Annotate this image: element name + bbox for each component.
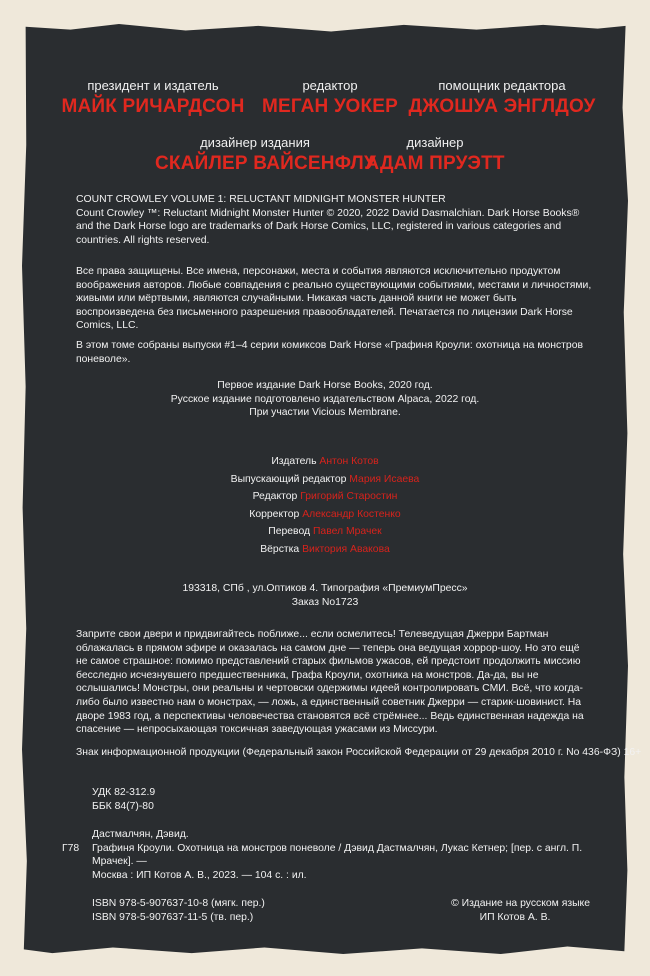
printing-address: 193318, СПб , ул.Оптиков 4. Типография «ПремиумПресс» bbox=[182, 583, 468, 594]
copyright-block bbox=[76, 193, 592, 247]
rights-holder bbox=[420, 897, 590, 924]
age-rating-notice: Знак информационной продукции (Федеральный закон Российской Федерации от 29 декабря 2010 г. No 436-ФЗ) 16+ bbox=[76, 747, 642, 758]
credit-name: АДАМ ПРУЭТТ bbox=[365, 153, 505, 174]
author-name: Дастмалчян, Дэвид. bbox=[92, 829, 189, 840]
credit-role: дизайнер издания bbox=[200, 135, 310, 150]
isbn-line: ISBN 978-5-907637-11-5 (тв. пер.) bbox=[92, 911, 254, 923]
edition-info bbox=[90, 379, 560, 420]
copyright-title: COUNT CROWLEY VOLUME 1: RELUCTANT MIDNIGHT MONSTER HUNTER bbox=[76, 194, 446, 205]
staff-name: Мария Исаева bbox=[349, 473, 420, 485]
staff-item bbox=[90, 543, 560, 561]
credit-role: редактор bbox=[302, 78, 358, 93]
isbn-line: ISBN 978-5-907637-10-8 (мягк. пер.) bbox=[92, 898, 265, 909]
credit-name: СКАЙЛЕР ВАЙСЕНФЛУ bbox=[155, 153, 376, 174]
bbk-code: ББК 84(7)-80 bbox=[92, 801, 154, 812]
rights-notice: Все права защищены. Все имена, персонажи, места и события являются исключительно продуктом воображения авторов. Любые совпадения с реально существующими событиями, местами и личностями, живыми или мёртвыми, являются случайными. Никакая часть данной книги не может быть воспроизведена без письменного разрешения правообладателей. Печатается по лицензии Dark Horse Comics, LLC. bbox=[76, 266, 592, 332]
staff-name: Павел Мрачек bbox=[312, 526, 382, 538]
edition-line: При участии Vicious Membrane. bbox=[249, 407, 401, 419]
rights-holder-line: © Издание на русском языке bbox=[451, 898, 590, 909]
staff-name: Антон Котов bbox=[319, 456, 379, 467]
printing-info bbox=[90, 582, 560, 609]
staff-role: Корректор bbox=[249, 508, 300, 520]
bib-line: Москва : ИП Котов А. В., 2023. — 104 с. : ил. bbox=[92, 869, 307, 881]
staff-item bbox=[90, 525, 560, 543]
credit-name: МАЙК РИЧАРДСОН bbox=[61, 96, 245, 117]
isbn-list bbox=[92, 897, 352, 924]
author-code: Г78 bbox=[62, 843, 80, 854]
staff-role: Перевод bbox=[268, 526, 311, 538]
copyright-text: Count Crowley ™: Reluctant Midnight Monster Hunter © 2020, 2022 David Dasmalchian. Dark Horse Books® and the Dark Horse logo are trademarks of Dark Horse Comics, LLC, registered in various categories and countries. All rights reserved. bbox=[76, 207, 580, 246]
printing-order: Заказ No1723 bbox=[291, 596, 359, 608]
bibliographic-entry bbox=[92, 828, 592, 882]
staff-name: Григорий Старостин bbox=[300, 491, 398, 503]
udk-code: УДК 82-312.9 bbox=[92, 787, 156, 798]
staff-role: Издатель bbox=[271, 456, 317, 467]
staff-item bbox=[90, 490, 560, 508]
staff-item bbox=[90, 508, 560, 526]
credit-name: ДЖОШУА ЭНГЛДОУ bbox=[408, 96, 596, 117]
rights-holder-line: ИП Котов А. В. bbox=[479, 911, 551, 923]
staff-item bbox=[90, 455, 560, 473]
bib-line: Графиня Кроули. Охотница на монстров поневоле / Дэвид Дастмалчян, Лукас Кетнер; [пер. с англ. П. Мрачек]. — bbox=[92, 842, 583, 868]
staff-role: Выпускающий редактор bbox=[230, 473, 347, 485]
staff-name: Александр Костенко bbox=[302, 508, 401, 520]
staff-role: Редактор bbox=[252, 491, 298, 503]
credit-role: помощник редактора bbox=[438, 78, 566, 93]
book-blurb: Заприте свои двери и придвигайтесь поближе... если осмелитесь! Телеведущая Джерри Бартман облажалась в прямом эфире и оказалась на самом дне — теперь она ведущая хоррор-шоу. Но это ещё не самое страшное: помимо представлений старых фильмов ужасов, ей предстоит продолжить миссию бесследно исчезнувшего предшественника, Графа Кроули, охотника на монстров. Да-да, вы не ослышались! Монстры, они реальны и чертовски одержимы идеей контролировать СМИ. Всё, что когда-либо было известно нам о монстрах, — ложь, а единственный советник Джерри — старик-шовинист. На дворе 1983 год, а перспективы человечества становятся всё стрёмнее... Ведь единственная надежда на спасение — непросыхающая токсичная заведующая ужасами из Миссури. bbox=[76, 629, 584, 736]
edition-line: Первое издание Dark Horse Books, 2020 год. bbox=[217, 380, 433, 391]
staff-item bbox=[90, 473, 560, 491]
staff-role: Вёрстка bbox=[260, 543, 300, 555]
credit-name: МЕГАН УОКЕР bbox=[261, 96, 399, 117]
staff-name: Виктория Авакова bbox=[302, 543, 390, 555]
credit-role: дизайнер bbox=[406, 135, 464, 150]
credit-role: президент и издатель bbox=[87, 78, 219, 93]
edition-line: Русское издание подготовлено издательством Alpaca, 2022 год. bbox=[170, 393, 480, 405]
staff-list bbox=[90, 455, 560, 561]
issues-note: В этом томе собраны выпуски #1–4 серии комиксов Dark Horse «Графиня Кроули: охотница на монстров поневоле». bbox=[76, 340, 584, 365]
